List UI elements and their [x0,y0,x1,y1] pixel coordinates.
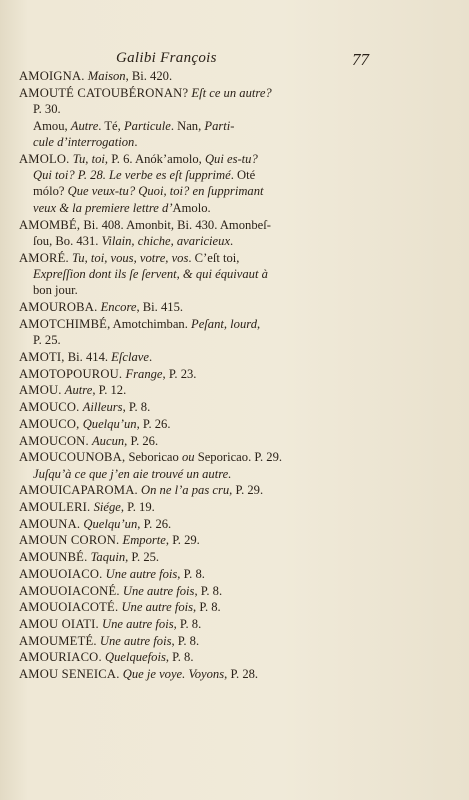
entry-gloss: Frange [125,366,163,381]
entry-headword: AMOUCON. [19,433,89,448]
entry-gloss: Encore [100,300,137,315]
entry-gloss: Autre [64,383,93,398]
entry-text: , [257,316,261,331]
dictionary-entry [19,217,369,250]
dictionary-entry [19,499,369,515]
entry-line [19,118,369,134]
entry-line [19,183,369,199]
entry-headword: AMOUTÉ CATOUBÉRONAN? [19,85,189,100]
entry-text: , P. 8. [194,583,223,598]
dictionary-entry [19,68,369,84]
entry-text: . Oté [230,168,256,183]
entry-line [19,316,369,332]
entry-text: . [230,233,234,248]
dictionary-entries [19,68,369,683]
entry-line [19,151,369,167]
dictionary-entry [19,250,369,299]
entry-text: Amou, [33,118,71,133]
entry-gloss: Une autre fois [105,566,178,581]
entry-gloss: Qui toi? P. 28. Le verbe es eſt ſupprimé [33,168,231,183]
entry-headword: AMOURIACO. [19,650,102,665]
dictionary-entry [19,316,369,349]
entry-gloss: Une autre fois [122,583,195,598]
dictionary-entry [19,299,369,315]
entry-gloss: Autre [70,118,99,133]
entry-line [19,282,369,298]
entry-line [19,366,369,382]
entry-line [19,233,369,249]
entry-headword: AMOUCO. [19,400,80,415]
entry-headword: AMOMBÉ, [19,217,81,232]
entry-headword: AMOUROBA. [19,300,98,315]
entry-gloss: Maison [87,69,126,83]
entry-text: . C’eſt toi, [188,250,240,265]
entry-line [19,134,369,150]
entry-text: , P. 29. [165,533,200,548]
entry-gloss: Que veux-tu? Quoi, toi? en ſupprimant [67,184,264,199]
entry-text: . [148,349,153,364]
dictionary-entry [19,666,369,682]
entry-gloss: Expreſſion dont ils ſe ſervent, & qui équivaut à [33,267,268,282]
entry-text: Bi. 408. Amonbit, Bi. 430. Amonbeſ- [80,217,271,232]
entry-gloss: Une autre fois [99,633,172,648]
entry-gloss: Eſt ce un autre? [191,85,272,100]
entry-headword: AMOU. [19,383,62,398]
entry-gloss: cule d’interrogation [33,134,135,149]
entry-gloss: Eſclave [111,349,149,364]
entry-headword: AMOUOIACONÉ. [19,583,120,598]
entry-text: , P. 28. [224,667,259,682]
dictionary-entry [19,599,369,615]
entry-line [19,349,369,365]
entry-line [19,466,369,482]
entry-text: , P. 8. [193,600,221,615]
entry-gloss: Qui es-tu? [204,151,258,166]
entry-text: , P. 6. Anók’amolo, [104,151,205,166]
entry-text: bon jour. [33,283,78,298]
dictionary-entry [19,85,369,151]
entry-line [19,399,369,415]
entry-text: P. 25. [33,333,61,348]
entry-text: , P. 19. [120,500,155,515]
entry-gloss: On ne l’a pas cru [141,483,230,498]
entry-line [19,482,369,498]
entry-headword: AMOU SENEICA. [19,667,120,682]
dictionary-entry [19,349,369,365]
entry-gloss: Que je voye. Voyons [122,667,225,682]
entry-line [19,250,369,266]
entry-headword: AMOUCO, [19,416,80,431]
entry-line [19,217,369,233]
dictionary-entry [19,516,369,532]
dictionary-entry [19,616,369,632]
entry-gloss: Vilain, chiche, avaricieux [101,233,231,248]
entry-headword: AMOUN CORON. [19,533,120,548]
dictionary-entry [19,449,369,482]
dictionary-entry [19,399,369,415]
entry-headword: AMOUMETÉ. [19,633,97,648]
entry-headword: AMOUOIACO. [19,566,103,581]
entry-line [19,583,369,599]
entry-line [19,599,369,615]
entry-text: , P. 8. [171,633,200,648]
entry-text: , P. 25. [125,550,160,565]
dictionary-entry [19,482,369,498]
entry-gloss: Tu [72,151,86,166]
entry-gloss: Quelqu’un [83,516,138,531]
entry-headword: AMOTCHIMBÉ [19,316,108,331]
entry-text: . [134,134,138,149]
entry-line [19,616,369,632]
entry-gloss: Quelqu’un [82,416,137,431]
entry-line [19,85,369,101]
entry-headword: AMOUNA. [19,516,81,531]
entry-headword: AMOUCOUNOBA, [19,450,126,465]
entry-text: , P. 8. [122,400,151,415]
entry-gloss: Parti- [204,118,235,133]
dictionary-entry [19,566,369,582]
entry-line [19,266,369,282]
entry-text: , Bi. 420. [125,69,173,83]
running-head: Galibi François [116,50,217,66]
entry-line [19,532,369,548]
dictionary-entry [19,433,369,449]
entry-text: Bi. 414. [64,349,112,364]
entry-text: , P. 26. [137,516,172,531]
entry-text: , P. 8. [165,650,194,665]
entry-text: . Nan, [170,118,205,133]
entry-line [19,299,369,315]
entry-gloss: Particule [123,118,171,133]
entry-headword: AMOIGNA. [19,69,85,83]
entry-text: , [85,151,92,166]
dictionary-entry [19,583,369,599]
entry-text: , P. 26. [136,416,171,431]
entry-text: , Amotchimban. [107,316,192,331]
entry-line [19,433,369,449]
dictionary-entry [19,366,369,382]
dictionary-entry [19,416,369,432]
entry-line [19,449,369,465]
entry-text: mólo? [33,184,68,199]
entry-text: Seporicao. P. 29. [194,450,283,465]
entry-gloss: Tu, toi, vous, votre, vos [72,250,189,265]
entry-line [19,566,369,582]
entry-gloss: Ailleurs [82,400,123,415]
entry-gloss: Taquin [90,550,126,565]
entry-text: , P. 12. [92,383,127,398]
entry-headword: AMOUNBÉ. [19,550,88,565]
entry-gloss: Siége [93,500,121,515]
entry-line [19,649,369,665]
entry-text: , P. 23. [162,366,197,381]
entry-gloss: Une autre fois [121,600,194,615]
entry-line [19,549,369,565]
entry-line [19,516,369,532]
entry-headword: AMOULERI. [19,500,91,515]
entry-line [19,101,369,117]
entry-text: Seboricao [125,450,182,465]
entry-text: , P. 26. [124,433,159,448]
entry-line [19,416,369,432]
entry-headword: AMORÉ. [19,250,69,265]
entry-line [19,332,369,348]
entry-line [19,499,369,515]
entry-text: Amolo. [172,200,211,215]
entry-line [19,68,369,84]
entry-headword: AMOTI, [19,349,65,364]
dictionary-entry [19,633,369,649]
entry-gloss: Emporte [122,533,166,548]
entry-line [19,167,369,183]
entry-text: P. 30. [33,102,61,117]
entry-gloss: toi [91,151,105,166]
entry-headword: AMOTOPOUROU. [19,366,123,381]
dictionary-entry [19,532,369,548]
entry-headword: AMOUOIACOTÉ. [19,600,119,615]
entry-gloss: Aucun [91,433,125,448]
entry-gloss: Quelquefois [104,650,166,665]
dictionary-entry [19,649,369,665]
entry-text: . Té, [98,118,124,133]
entry-text: , P. 8. [177,566,205,581]
entry-gloss: Une autre fois [102,616,174,631]
entry-text: , P. 29. [229,483,264,498]
entry-headword: AMOU OIATI. [19,616,99,631]
entry-headword: AMOLO. [19,151,70,166]
entry-gloss: Peſant, lourd [191,316,258,331]
entry-text: , Bi. 415. [136,300,184,315]
dictionary-entry [19,549,369,565]
page-number: 77 [352,50,369,69]
entry-gloss: veux & la premiere lettre d’ [33,200,173,215]
entry-line [19,382,369,398]
entry-gloss: ou [181,450,195,465]
entry-line [19,633,369,649]
entry-text: , P. 8. [173,616,202,631]
entry-line [19,200,369,216]
entry-headword: AMOUICAPAROMA. [19,483,138,498]
entry-line [19,666,369,682]
entry-text: ſou, Bo. 431. [33,233,102,248]
dictionary-entry [19,382,369,398]
dictionary-entry [19,151,369,217]
entry-gloss: Juſqu’à ce que j’en aie trouvé un autre. [33,466,232,481]
